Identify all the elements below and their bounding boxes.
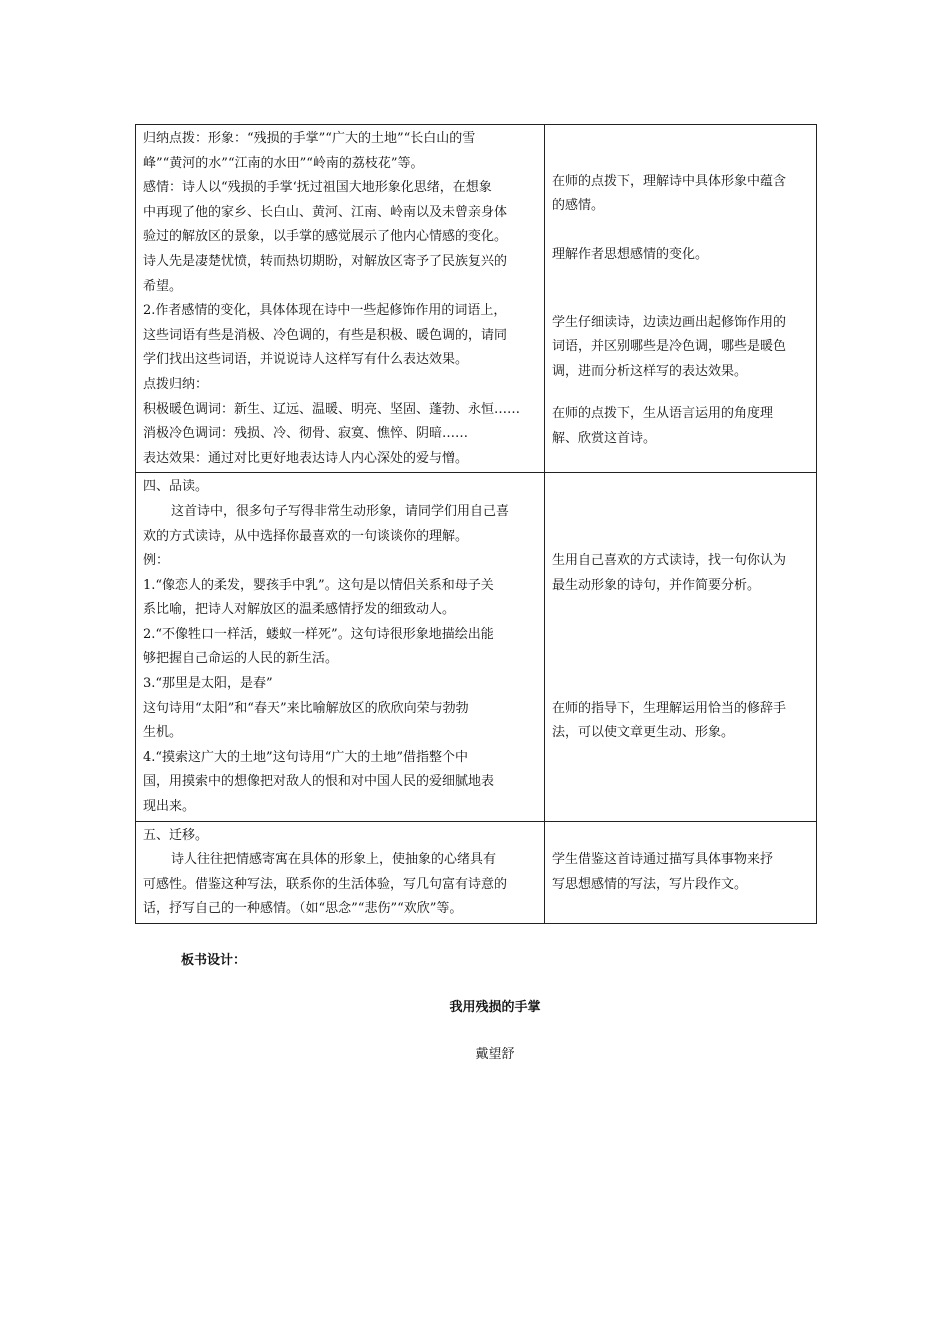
- text-line: 学生借鉴这首诗通过描写具体事物来抒: [552, 852, 774, 868]
- text-line: 系比喻，把诗人对解放区的温柔感情抒发的细致动人。: [143, 602, 456, 618]
- board-design-label: 板书设计：: [181, 953, 247, 968]
- text-line: 够把握自己命运的人民的新生活。: [143, 651, 339, 667]
- teacher-activity-cell: [136, 125, 545, 473]
- text-line: 4.“摸索这广大的土地”这句诗用“广大的土地”借指整个中: [143, 749, 468, 765]
- text-line: 最生动形象的诗句，并作简要分析。: [552, 577, 761, 593]
- text-line: 词语，并区别哪些是冷色调，哪些是暖色: [552, 339, 787, 355]
- text-line: 积极暖色调词：新生、辽远、温暖、明亮、坚固、蓬勃、永恒……: [143, 401, 521, 417]
- text-line: 生用自己喜欢的方式读诗，找一句你认为: [552, 553, 787, 569]
- student-activity-cell: [545, 125, 817, 473]
- student-activity-cell: [545, 473, 817, 821]
- text-line: 中再现了他的家乡、长白山、黄河、江南、岭南以及未曾亲身体: [143, 204, 508, 220]
- text-line: 峰”“黄河的水”“江南的水田”“岭南的荔枝花”等。: [143, 155, 424, 171]
- text-line: 在师的点拨下，理解诗中具体形象中蕴含: [552, 173, 787, 189]
- teacher-activity-cell: [136, 821, 545, 923]
- text-line: 理解作者思想感情的变化。: [552, 247, 709, 263]
- text-line: 国，用摸索中的想像把对敌人的恨和对中国人民的爱细腻地表: [143, 774, 495, 790]
- text-line: 在师的指导下，生理解运用恰当的修辞手: [552, 700, 787, 716]
- text-line: 生机。: [143, 725, 183, 741]
- text-line: 可感性。借鉴这种写法，联系你的生活体验，写几句富有诗意的: [143, 876, 508, 892]
- text-line: 法，可以使文章更生动、形象。: [552, 725, 735, 741]
- text-line: 在师的点拨下，生从语言运用的角度理: [552, 406, 774, 422]
- text-line: 验过的解放区的景象，以手掌的感觉展示了他内心情感的变化。: [143, 229, 508, 245]
- text-line: 调，进而分析这样写的表达效果。: [552, 363, 748, 379]
- text-line: 现出来。: [143, 799, 196, 815]
- text-line: 欢的方式读诗，从中选择你最喜欢的一句谈谈你的理解。: [143, 528, 469, 544]
- text-line: 表达效果：通过对比更好地表达诗人内心深处的爱与憎。: [143, 450, 469, 466]
- section-heading: 五、迁移。: [143, 827, 209, 843]
- text-line: 这些词语有些是消极、冷色调的，有些是积极、暖色调的，请同: [143, 327, 508, 343]
- table-row: [136, 473, 817, 821]
- text-line: 3.“那里是太阳，是春”: [143, 676, 273, 692]
- lesson-plan-table: [135, 124, 817, 924]
- text-line: 点拨归纳：: [143, 376, 209, 392]
- table-row: [136, 125, 817, 473]
- board-title: 我用残损的手掌: [449, 1000, 541, 1015]
- text-line: 写思想感情的写法，写片段作文。: [552, 876, 748, 892]
- text-line: 2.作者感情的变化，具体体现在诗中一些起修饰作用的词语上，: [143, 303, 507, 319]
- text-line: 例：: [143, 553, 170, 569]
- text-line: 这首诗中，很多句子写得非常生动形象，请同学们用自己喜: [171, 503, 510, 519]
- table-row: [136, 821, 817, 923]
- text-line: 希望。: [143, 278, 183, 294]
- text-line: 解、欣赏这首诗。: [552, 430, 657, 446]
- text-line: 学生仔细读诗，边读边画出起修饰作用的: [552, 314, 787, 330]
- text-line: 学们找出这些词语，并说说诗人这样写有什么表达效果。: [143, 352, 469, 368]
- text-line: 感情：诗人以“残损的手掌‘抚过祖国大地形象化思绪，在想象: [143, 180, 492, 196]
- text-line: 这句诗用“太阳”和“春天”来比喻解放区的欣欣向荣与勃勃: [143, 700, 469, 716]
- text-line: 2.“不像牲口一样活，蝼蚁一样死”。这句诗很形象地描绘出能: [143, 626, 494, 642]
- text-line: 消极冷色调词：残损、冷、彻骨、寂寞、憔悴、阴暗……: [143, 426, 469, 442]
- text-line: 诗人先是凄楚忧愤，转而热切期盼，对解放区寄予了民族复兴的: [143, 253, 508, 269]
- teacher-activity-cell: [136, 473, 545, 821]
- text-line: 的感情。: [552, 198, 605, 214]
- section-heading: 四、品读。: [143, 479, 209, 495]
- text-line: 话，抒写自己的一种感情。（如“思念”“悲伤”“欢欣”等。: [143, 901, 463, 917]
- text-line: 归纳点拨：形象：“残损的手掌”“广大的土地”“长白山的雪: [143, 131, 476, 146]
- text-line: 诗人往往把情感寄寓在具体的形象上，使抽象的心绪具有: [171, 852, 497, 868]
- text-line: 1.“像恋人的柔发，婴孩手中乳”。这句是以情侣关系和母子关: [143, 577, 494, 593]
- student-activity-cell: [545, 821, 817, 923]
- board-author: 戴望舒: [475, 1047, 515, 1062]
